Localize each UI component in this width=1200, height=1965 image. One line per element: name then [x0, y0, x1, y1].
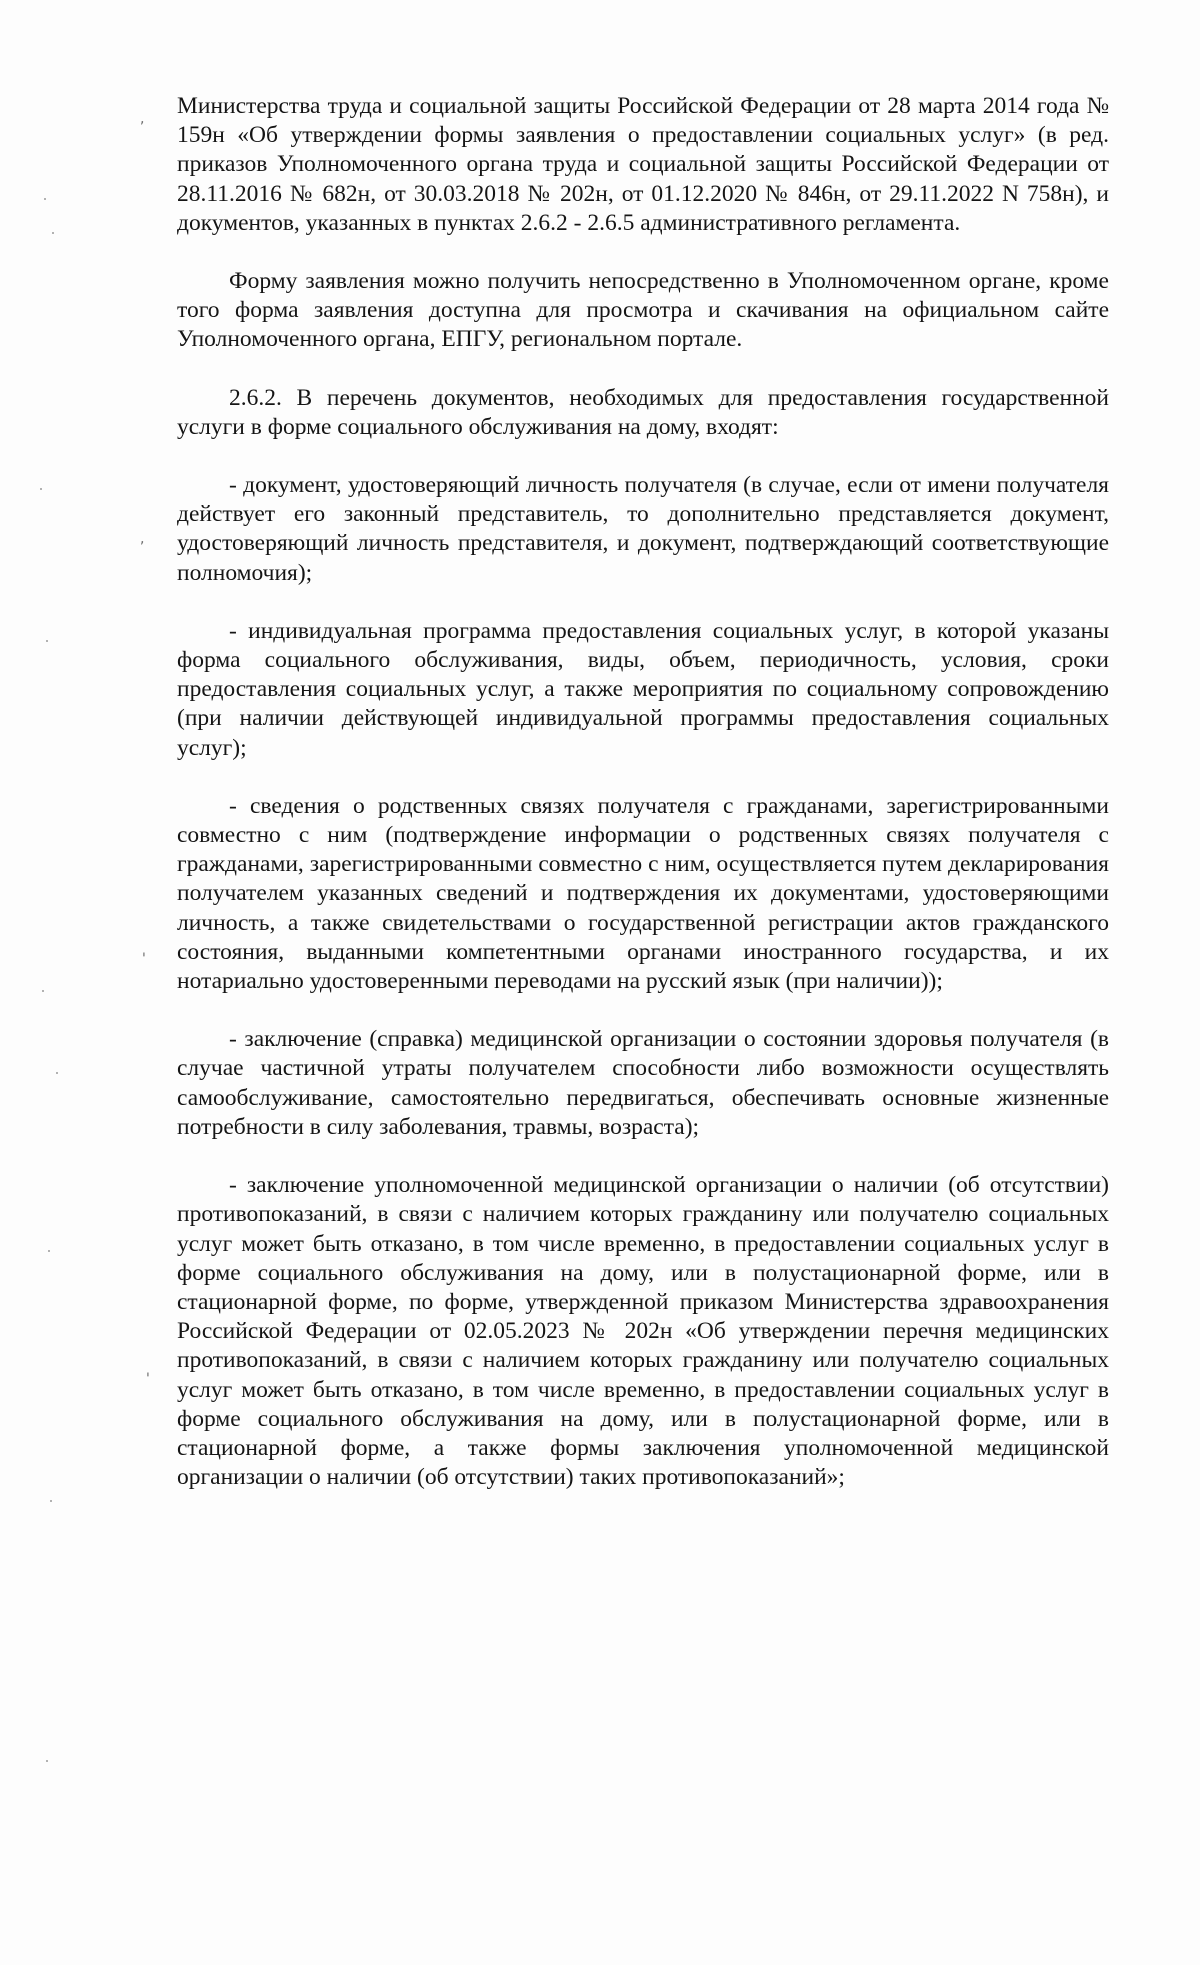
scan-speck: [50, 1500, 52, 1502]
scan-mark: ,: [140, 531, 145, 547]
scan-speck: [42, 990, 44, 992]
list-item-medical-certificate: - заключение (справка) медицинской организации о состоянии здоровья получателя (в случае частичной утраты получателем способности либо возможности осуществлять самообслуживание, самостоятельно передвигаться, обеспечивать основные жизненные потребности в силу заболевания, травмы, возраста);: [177, 1026, 1109, 1140]
paragraph-application-form: Форму заявления можно получить непосредственно в Уполномоченном органе, кроме того форма заявления доступна для просмотра и скачивания на официальном сайте Уполномоченного органа, ЕПГУ, региональном портале.: [177, 268, 1109, 353]
list-item-individual-program: - индивидуальная программа предоставления социальных услуг, в которой указаны форма социального обслуживания, виды, объем, периодичность, условия, сроки предоставления социальных услуг, а также мероприятия по социальному сопровождению (при наличии действующей индивидуальной программы предоставления социальных услуг);: [177, 617, 1109, 761]
document-body: [177, 92, 1109, 1521]
scan-mark: ': [142, 951, 146, 967]
scan-speck: [56, 1072, 58, 1074]
scan-speck: [52, 232, 54, 234]
scan-speck: [46, 1760, 48, 1762]
scan-speck: [48, 1250, 50, 1252]
scan-mark: ': [146, 1371, 150, 1387]
scan-mark: ,: [140, 111, 145, 127]
scan-speck: [44, 198, 46, 200]
scan-speck: [46, 640, 48, 642]
list-item-contraindications-conclusion: - заключение уполномоченной медицинской организации о наличии (об отсутствии) противопоказаний, в связи с наличием которых гражданину или получателю социальных услуг может быть отказано, в том числе временно, в предоставлении социальных услуг в форме социального обслуживания на дому, или в полустационарной форме, или в стационарной форме, по форме, утвержденной приказом Министерства здравоохранения Российской Федерации от 02.05.2023 № 202н «Об утверждении перечня медицинских противопоказаний, в связи с наличием которых гражданину или получателю социальных услуг может быть отказано, в том числе временно, в предоставлении социальных услуг в форме социального обслуживания на дому, или в полустационарной форме, или в стационарной форме, а также формы заключения уполномоченной медицинской организации о наличии (об отсутствии) таких противопоказаний»;: [177, 1172, 1109, 1491]
paragraph-2-6-2: 2.6.2. В перечень документов, необходимых для предоставления государственной услуги в форме социального обслуживания на дому, входят:: [177, 384, 1109, 440]
list-item-identity-document: - документ, удостоверяющий личность получателя (в случае, если от имени получателя действует его законный представитель, то дополнительно представляется документ, удостоверяющий личность представителя, и документ, подтверждающий соответствующие полномочия);: [177, 472, 1109, 586]
list-item-family-relations: - сведения о родственных связях получателя с гражданами, зарегистрированными совместно с ним (подтверждение информации о родственных связях получателя с гражданами, зарегистрированными совместно с ним, осуществляется путем декларирования получателем указанных сведений и подтверждения их документами, удостоверяющими личность, а также свидетельствами о государственной регистрации актов гражданского состояния, выданными компетентными органами иностранного государства, и их нотариально удостоверенными переводами на русский язык (при наличии));: [177, 792, 1109, 995]
paragraph-continuation: Министерства труда и социальной защиты Российской Федерации от 28 марта 2014 года № 159н «Об утверждении формы заявления о предоставлении социальных услуг» (в ред. приказов Уполномоченного органа труда и социальной защиты Российской Федерации от 28.11.2016 № 682н, от 30.03.2018 № 202н, от 01.12.2020 № 846н, от 29.11.2022 N 758н), и документов, указанных в пунктах 2.6.2 - 2.6.5 административного регламента.: [177, 93, 1109, 236]
scan-speck: [40, 488, 42, 490]
